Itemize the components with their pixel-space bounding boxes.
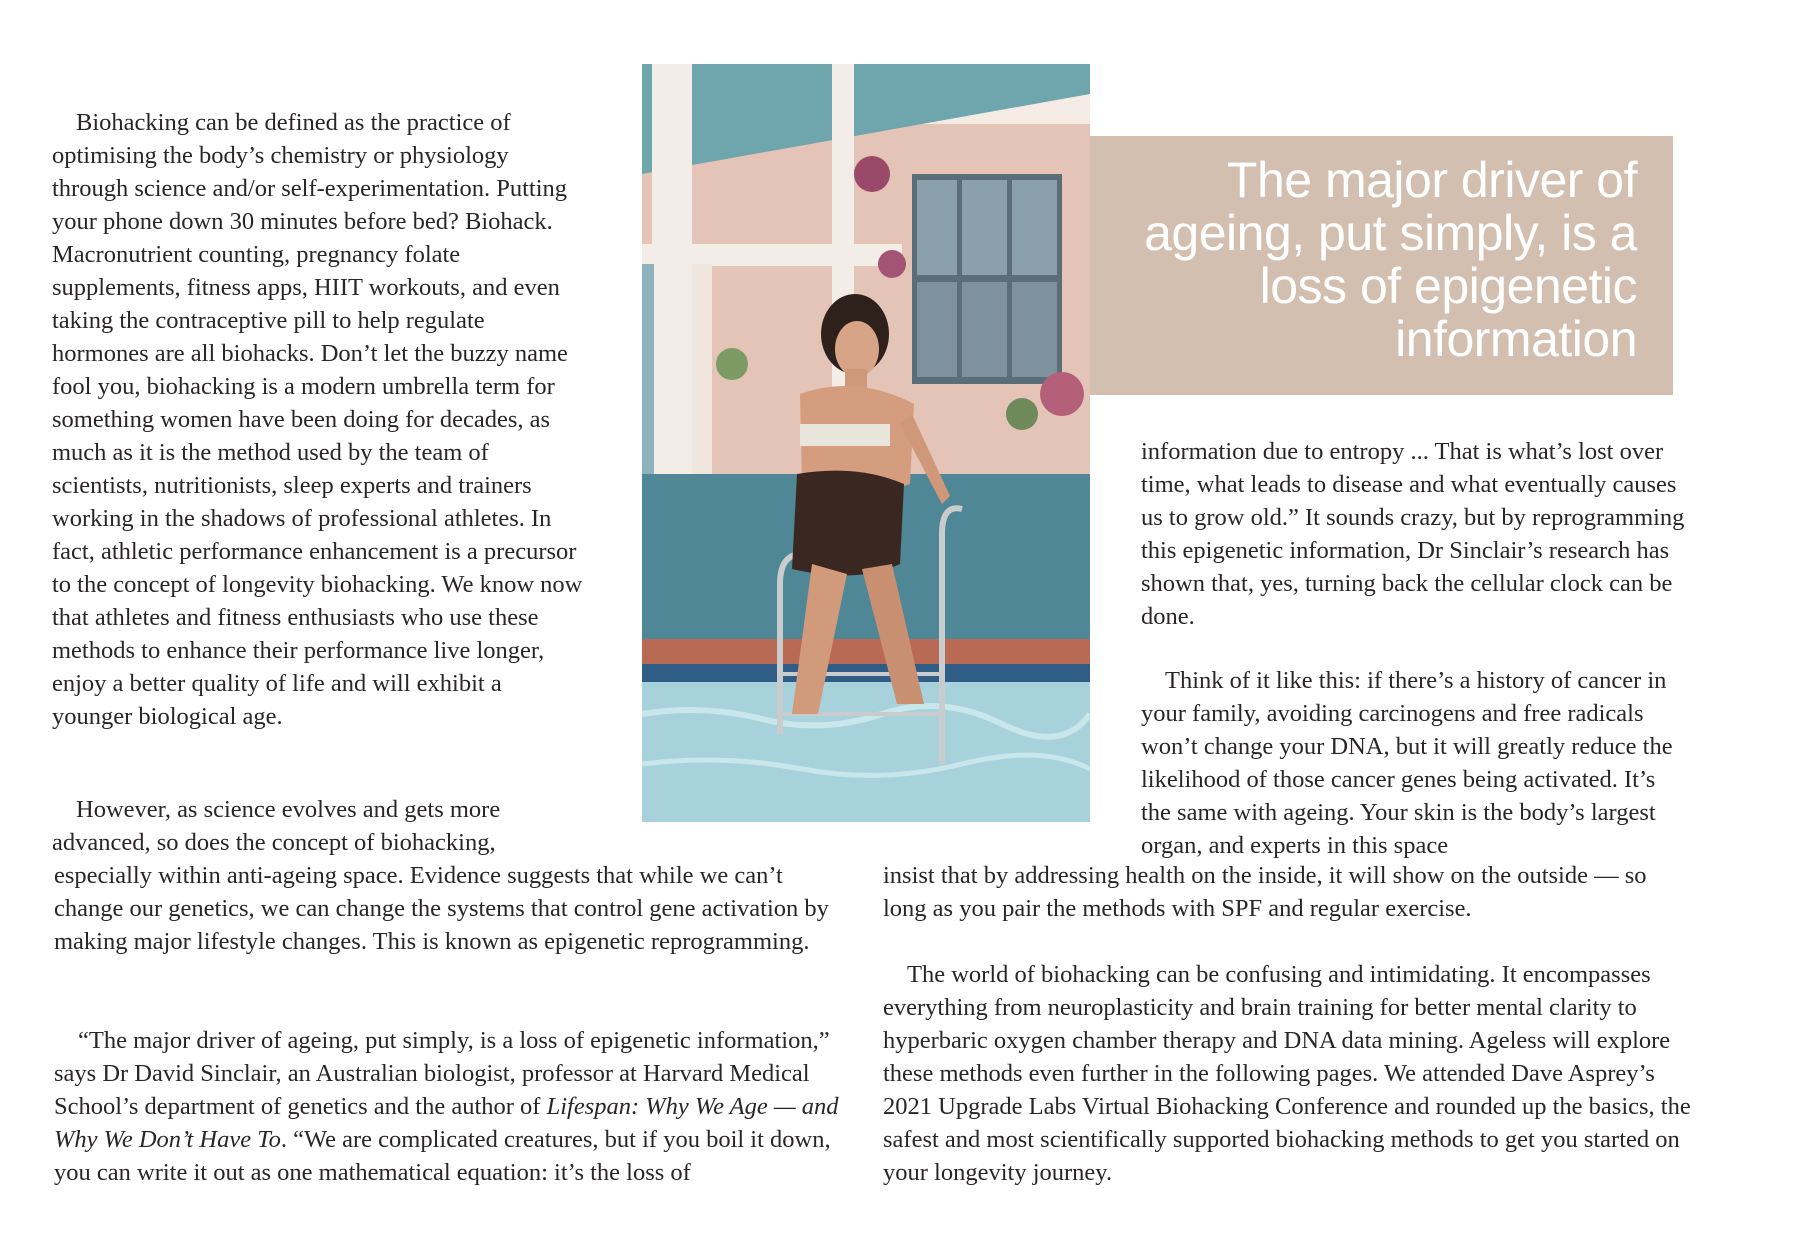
pool-photo bbox=[642, 64, 1090, 822]
book-title: Lifespan: Why We Age — and Why We Don’t Have To bbox=[54, 1093, 839, 1153]
body-paragraph-2-top: However, as science evolves and gets more advanced, so does the concept of biohacking, bbox=[52, 796, 501, 856]
pull-quote-box bbox=[1090, 136, 1673, 395]
paragraph-3-start: “The major driver of ageing, put simply, is a loss of epigenetic information,” says Dr David Sinclair, an Australian biologist, professor at Harvard Medical School’s department of genetics and the author of bbox=[54, 1027, 830, 1120]
right-paragraph-2-top: Think of it like this: if there’s a history of cancer in your family, avoiding carcinogens and free radicals won’t change your DNA, but it will greatly reduce the likelihood of those cancer genes being activated. It’s the same with ageing. Your skin is the body’s largest organ, and experts in this space bbox=[1141, 667, 1673, 859]
body-paragraph-1: Biohacking can be defined as the practice of optimising the body’s chemistry or physiology through science and/or self-experimentation. Putting your phone down 30 minutes before bed? Biohack. Macronutrient counting, pregnancy folate supplements, fitness apps, HIIT workouts, and even taking the contraceptive pill to help regulate hormones are all biohacks. Don’t let the buzzy name fool you, biohacking is a modern umbrella term for something women have been doing for decades, as much as it is the method used by the team of scientists, nutritionists, sleep experts and trainers working in the shadows of professional athletes. In fact, athletic performance enhancement is a precursor to the concept of longevity biohacking. We know now that athletes and fitness enthusiasts who use these methods to enhance their performance live longer, enjoy a better quality of life and will exhibit a younger biological age. bbox=[52, 109, 583, 730]
right-paragraph-3: The world of biohacking can be confusing and intimidating. It encompasses everything from neuroplasticity and brain training for better mental clarity to hyperbaric oxygen chamber therapy and DNA data mining. Ageless will explore these methods even further in the following pages. We attended Dave Asprey’s 2021 Upgrade Labs Virtual Biohacking Conference and rounded up the basics, the safest and most scientifically supported biohacking methods to get you started on your longevity journey. bbox=[883, 961, 1691, 1186]
right-paragraph-2-bottom: insist that by addressing health on the inside, it will show on the outside — so long as you pair the methods with SPF and regular exercise. bbox=[883, 862, 1647, 922]
body-paragraph-2-bottom: especially within anti-ageing space. Evidence suggests that while we can’t change our genetics, we can change the systems that control gene activation by making major lifestyle changes. This is known as epigenetic reprogramming. bbox=[54, 862, 829, 955]
right-paragraph-1: information due to entropy ... That is what’s lost over time, what leads to disease and what eventually causes us to grow old.” It sounds crazy, but by reprogramming this epigenetic information, Dr Sinclair’s research has shown that, yes, turning back the cellular clock can be done. bbox=[1141, 438, 1685, 630]
paragraph-3-end: . “We are complicated creatures, but if you boil it down, you can write it out as one mathematical equation: it’s the loss of bbox=[54, 1126, 831, 1186]
pull-quote: The major driver of ageing, put simply, is a loss of epigenetic information bbox=[1144, 152, 1637, 367]
body-paragraph-3 bbox=[54, 1024, 854, 1189]
